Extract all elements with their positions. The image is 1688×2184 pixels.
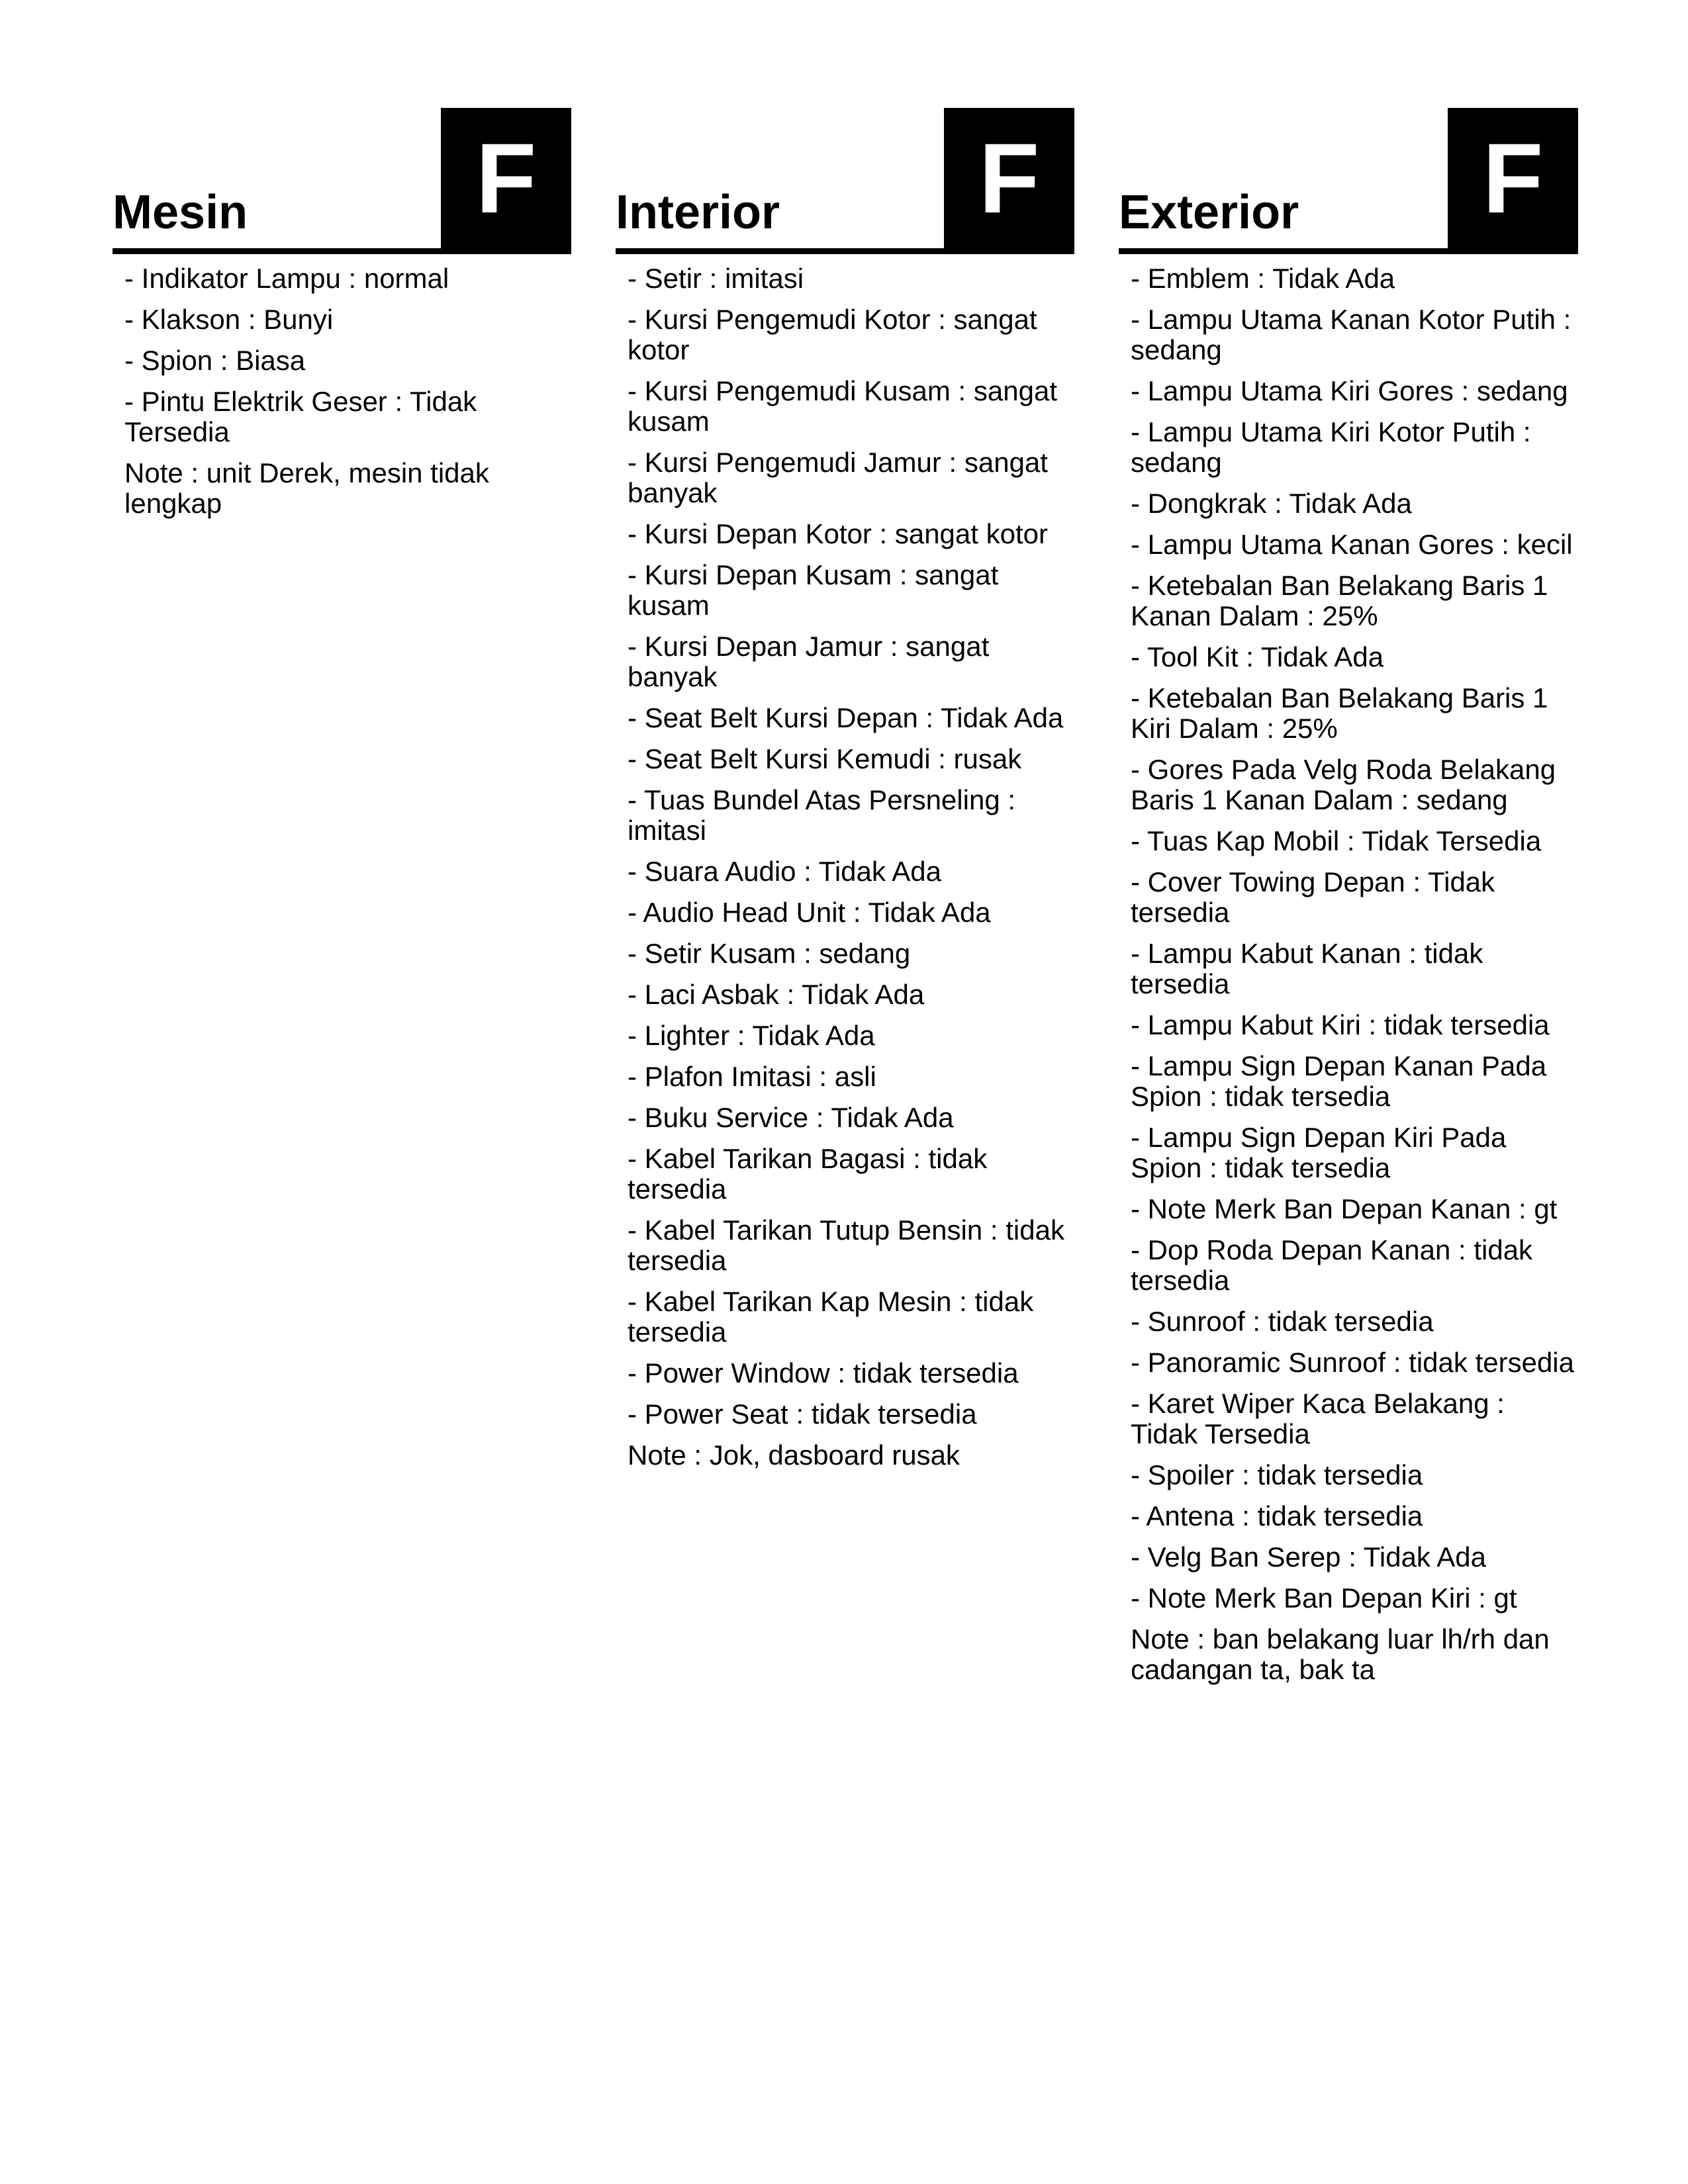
section-header [113,108,571,254]
section-title: Interior [616,186,780,239]
list-item: - Tuas Kap Mobil : Tidak Tersedia [1131,825,1542,856]
list-item: - Lampu Kabut Kanan : tidak tersedia [1131,938,1483,999]
list-item: - Dongkrak : Tidak Ada [1131,488,1412,519]
list-item: - Lampu Sign Depan Kanan Pada Spion : tidak tersedia [1131,1050,1547,1112]
list-item: - Ketebalan Ban Belakang Baris 1 Kanan Dalam : 25% [1131,570,1548,631]
list-item: - Kursi Depan Jamur : sangat banyak [628,631,990,692]
section-note: Note : ban belakang luar lh/rh dan cadangan ta, bak ta [1131,1623,1550,1685]
list-item: - Kabel Tarikan Tutup Bensin : tidak tersedia [628,1214,1064,1276]
list-item: - Emblem : Tidak Ada [1131,263,1395,294]
item-list [113,254,571,447]
list-item: - Kursi Depan Kusam : sangat kusam [628,559,999,621]
list-item: - Seat Belt Kursi Kemudi : rusak [628,743,1022,774]
grade-badge: F [1448,108,1578,248]
list-item: - Tool Kit : Tidak Ada [1131,641,1384,672]
list-item: - Setir : imitasi [628,263,804,294]
item-list [616,254,1074,1430]
section-interior [616,108,1074,1471]
list-item: - Lampu Utama Kanan Gores : kecil [1131,529,1573,560]
list-item: - Lampu Utama Kiri Gores : sedang [1131,375,1568,406]
list-item: - Ketebalan Ban Belakang Baris 1 Kiri Dalam : 25% [1131,682,1548,744]
list-item: - Lampu Sign Depan Kiri Pada Spion : tidak tersedia [1131,1122,1507,1183]
list-item: - Lampu Utama Kiri Kotor Putih : sedang [1131,416,1531,478]
list-item: - Setir Kusam : sedang [628,938,911,969]
list-item: - Tuas Bundel Atas Persneling : imitasi [628,784,1016,846]
section-note: Note : Jok, dasboard rusak [628,1439,960,1471]
section-title: Mesin [113,186,248,239]
list-item: - Kursi Pengemudi Kusam : sangat kusam [628,375,1057,437]
list-item: - Velg Ban Serep : Tidak Ada [1131,1541,1487,1572]
section-header [1119,108,1578,254]
list-item: - Note Merk Ban Depan Kanan : gt [1131,1193,1558,1224]
grade-badge: F [441,108,571,248]
list-item: - Spoiler : tidak tersedia [1131,1459,1423,1490]
list-item: - Pintu Elektrik Geser : Tidak Tersedia [124,386,477,447]
list-item: - Lampu Utama Kanan Kotor Putih : sedang [1131,304,1571,365]
item-list [1119,254,1578,1614]
list-item: - Kursi Pengemudi Kotor : sangat kotor [628,304,1037,365]
list-item: - Laci Asbak : Tidak Ada [628,979,925,1010]
list-item: - Antena : tidak tersedia [1131,1500,1423,1531]
list-item: - Panoramic Sunroof : tidak tersedia [1131,1347,1574,1378]
list-item: - Dop Roda Depan Kanan : tidak tersedia [1131,1234,1533,1296]
list-item: - Audio Head Unit : Tidak Ada [628,897,991,928]
section-exterior [1119,108,1578,1685]
list-item: - Kursi Depan Kotor : sangat kotor [628,518,1048,549]
section-title: Exterior [1119,186,1299,239]
list-item: - Kursi Pengemudi Jamur : sangat banyak [628,447,1048,508]
list-item: - Lighter : Tidak Ada [628,1020,875,1051]
list-item: - Buku Service : Tidak Ada [628,1102,954,1133]
list-item: - Power Window : tidak tersedia [628,1357,1019,1388]
list-item: - Klakson : Bunyi [124,304,334,335]
list-item: - Lampu Kabut Kiri : tidak tersedia [1131,1009,1550,1040]
section-note: Note : unit Derek, mesin tidak lengkap [124,457,489,519]
list-item: - Sunroof : tidak tersedia [1131,1306,1434,1337]
section-header [616,108,1074,254]
list-item: - Gores Pada Velg Roda Belakang Baris 1 Kanan Dalam : sedang [1131,754,1556,815]
list-item: - Suara Audio : Tidak Ada [628,856,941,887]
list-item: - Plafon Imitasi : asli [628,1061,876,1092]
list-item: - Indikator Lampu : normal [124,263,449,294]
grade-badge: F [944,108,1074,248]
list-item: - Cover Towing Depan : Tidak tersedia [1131,866,1495,928]
list-item: - Karet Wiper Kaca Belakang : Tidak Tersedia [1131,1388,1505,1449]
list-item: - Note Merk Ban Depan Kiri : gt [1131,1582,1517,1614]
list-item: - Kabel Tarikan Kap Mesin : tidak tersedia [628,1286,1034,1347]
list-item: - Power Seat : tidak tersedia [628,1398,977,1430]
list-item: - Seat Belt Kursi Depan : Tidak Ada [628,702,1064,733]
section-mesin [113,108,571,519]
list-item: - Kabel Tarikan Bagasi : tidak tersedia [628,1143,988,1205]
list-item: - Spion : Biasa [124,345,306,376]
